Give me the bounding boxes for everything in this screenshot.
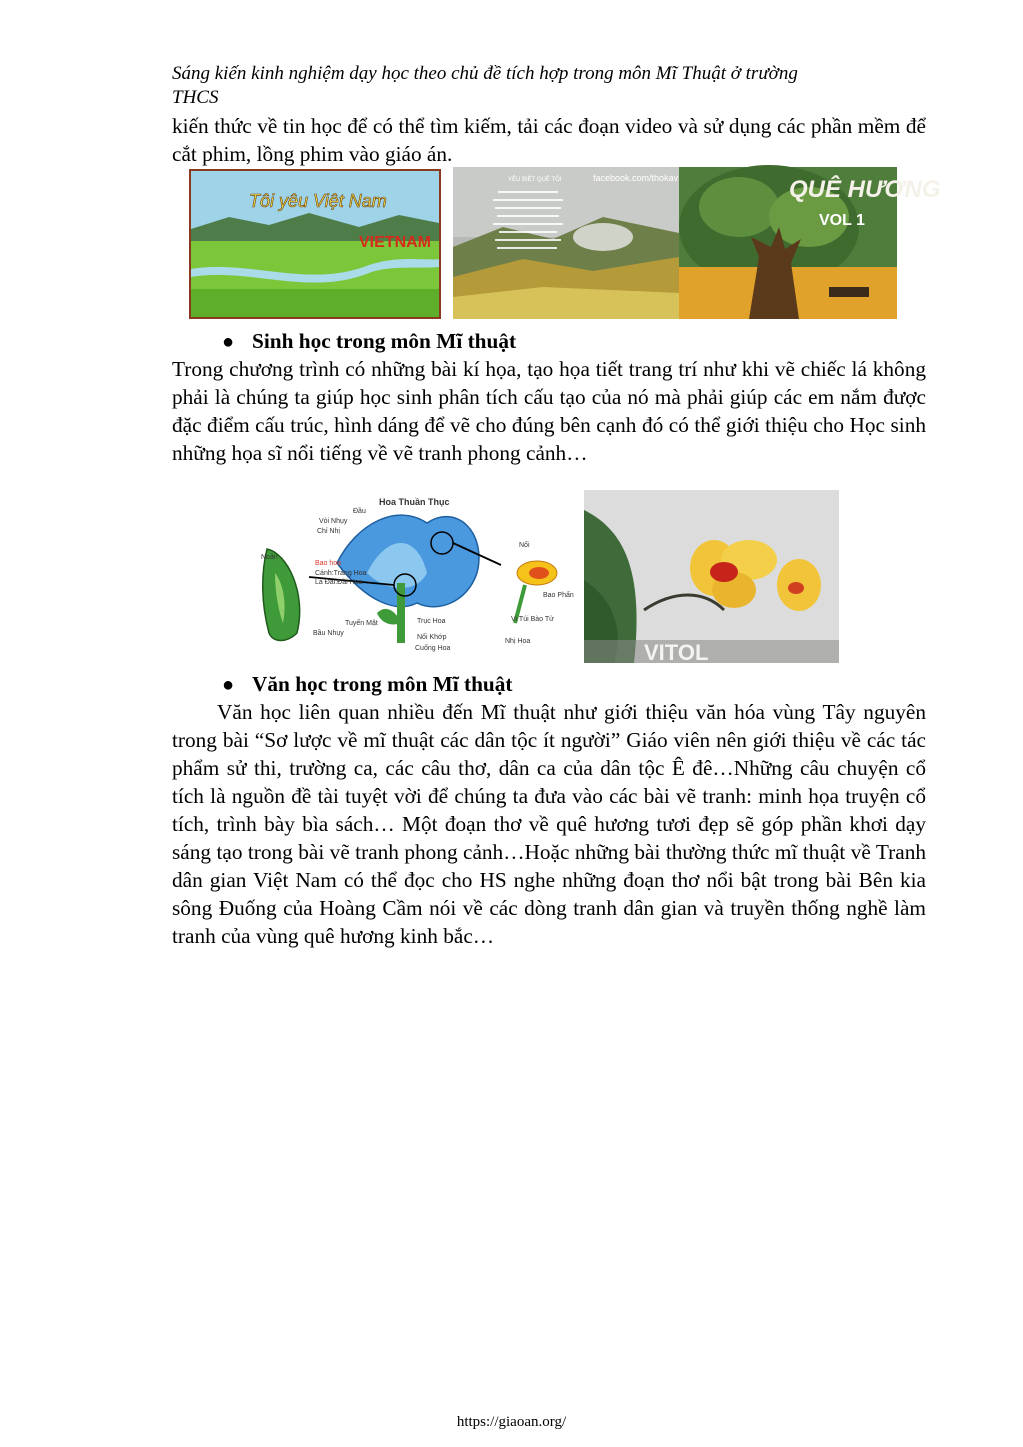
diagram-title: Hoa Thuần Thục <box>379 497 450 507</box>
section-heading-biology <box>222 327 516 356</box>
label-voi-nhuy: Vòi Nhụy <box>319 518 348 525</box>
label-bao-phan: Bao Phấn <box>543 592 574 599</box>
image-logo-vietnam: VIETNAM <box>359 234 431 251</box>
image-vol-label: VOL 1 <box>819 212 865 229</box>
image-orchid-painting <box>584 490 839 663</box>
image-rice-field <box>189 169 441 319</box>
image-mountain-terraces <box>453 167 679 319</box>
painting-watermark: VITOL <box>644 640 709 665</box>
biology-paragraph: Trong chương trình có những bài kí họa, tạo họa tiết trang trí như khi vẽ chiếc lá không phải là chúng ta giúp học sinh phân tích cấu tạo của nó mà phải giúp các em nắm được đặc điểm cấu trúc, hình dáng để vẽ cho đúng bên cạnh đó có thể giới thiệu cho Học sinh những họa sĩ nổi tiếng về vẽ tranh phong cảnh… <box>172 357 926 465</box>
image-flower-diagram <box>257 493 573 655</box>
label-tuyen-mat: Tuyến Mật <box>345 620 378 627</box>
image-que-huong-title: QUÊ HƯƠNG <box>789 176 941 203</box>
section-title-biology: Sinh học trong môn Mĩ thuật <box>252 329 517 353</box>
label-bau-nhuy: Bầu Nhụy <box>313 630 344 637</box>
image-poem-title: YÊU BIẾT QUÊ TÔI <box>508 177 562 183</box>
label-noi-khop: Nối Khớp <box>417 634 447 641</box>
image-caption-toi-yeu-viet-nam: Tôi yêu Việt Nam <box>249 191 387 211</box>
bullet-icon: ● <box>222 331 235 353</box>
image-site-text: facebook.com/thokav <box>593 173 679 183</box>
label-cuong-hoa: Cuống Hoa <box>415 645 451 652</box>
intro-paragraph: kiến thức về tin học để có thể tìm kiếm, tải các đoạn video và sử dụng các phần mềm để cắt phim, lồng phim vào giáo án. <box>172 114 926 166</box>
image-que-huong-tree <box>679 167 941 319</box>
label-noan: Noãn <box>261 554 278 561</box>
label-canh: Cánh:Tràng Hoa <box>315 570 367 577</box>
label-chi-nhi: Chỉ Nhị <box>317 528 340 535</box>
page-footer-url: https://giaoan.org/ <box>456 1414 567 1430</box>
label-dau: Đầu <box>353 508 366 515</box>
bullet-icon: ● <box>222 674 235 696</box>
label-vi-tui: Vi Túi Bào Tử <box>511 616 554 623</box>
page-header <box>172 62 912 110</box>
label-noi: Nối <box>519 542 530 549</box>
header-line-2: THCS <box>172 87 219 108</box>
section-heading-literature <box>222 670 513 699</box>
header-line-1: Sáng kiến kinh nghiệm dạy học theo chủ đề tích hợp trong môn Mĩ Thuật ở trường <box>172 63 798 84</box>
label-bao-hoa: Bao hoa <box>315 560 342 567</box>
label-nhi-hoa: Nhị Hoa <box>505 638 531 645</box>
literature-paragraph: Văn học liên quan nhiều đến Mĩ thuật như giới thiệu văn hóa vùng Tây nguyên trong bài “Sơ lược về mĩ thuật các dân tộc ít người” Giáo viên nên giới thiệu về các tác phẩm sử thi, trường ca, các câu thơ, dân ca của dân tộc Ê đê…Những câu chuyện cổ tích là nguồn đề tài tuyệt vời để chúng ta đưa vào các bài vẽ tranh: minh họa truyện cổ tích, trình bày bìa sách… Một đoạn thơ về quê hương tươi đẹp sẽ góp phần khơi dạy sáng tạo trong bài vẽ tranh phong cảnh…Hoặc những bài thường thức mĩ thuật về Tranh dân gian Việt Nam có thể đọc cho HS nghe những đoạn thơ nổi bật trong bài Bên kia sông Đuống của Hoàng Cầm nói về các dòng tranh dân gian và truyền thống nghề làm tranh của vùng quê hương kinh bắc… <box>172 700 926 948</box>
label-truc-hoa: Trục Hoa <box>417 618 446 625</box>
section-title-literature: Văn học trong môn Mĩ thuật <box>252 672 513 696</box>
label-la-dai: Lá Đài:Đài Hoa <box>315 579 363 586</box>
